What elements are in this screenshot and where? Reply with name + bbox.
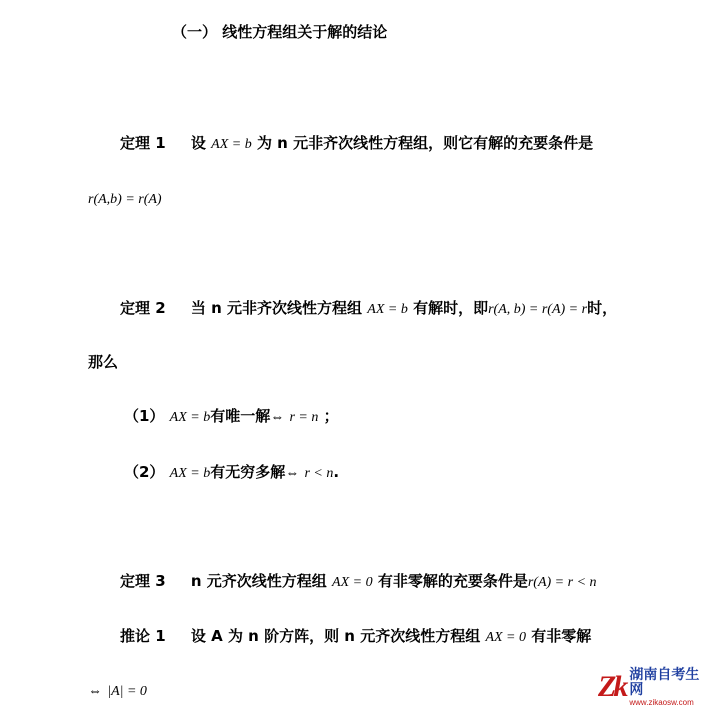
corollary-1-post: 有非零解 xyxy=(531,627,592,645)
theorem-1-post: 为 n 元非齐次线性方程组，则它有解的充要条件是 xyxy=(256,134,594,152)
theorem-2-condition: r(A, b) = r(A) = r xyxy=(488,302,588,317)
theorem-2-pre: 当 n 元非齐次线性方程组 xyxy=(190,299,363,317)
corollary-1-determinant: |A| = 0 xyxy=(107,684,147,699)
theorem-2-equation: AX = b xyxy=(367,302,408,317)
section-heading: （一） 线性方程组关于解的结论 xyxy=(172,23,388,41)
theorem-3-statement xyxy=(120,571,597,593)
theorem-2-then: 那么 xyxy=(88,353,119,371)
item-1-text: 有唯一解 xyxy=(210,407,271,425)
item-1-end: ； xyxy=(323,407,339,425)
corollary-1-equation: AX = 0 xyxy=(485,630,527,645)
item-2-end: . xyxy=(333,463,340,481)
item-1-number: （1） xyxy=(124,407,165,425)
theorem-3-pre: n 元齐次线性方程组 xyxy=(190,572,327,590)
theorem-2-item-1 xyxy=(124,406,339,428)
theorem-1-equation: AX = b xyxy=(211,137,252,152)
corollary-1-condition xyxy=(88,680,147,702)
item-2-equation: AX = b xyxy=(169,466,211,481)
theorem-1-condition xyxy=(88,188,162,210)
site-watermark xyxy=(598,666,713,707)
theorem-2-item-2 xyxy=(124,462,339,484)
theorem-2-label: 定理 2 xyxy=(120,299,166,317)
corollary-1-text: 设 A 为 n 阶方阵，则 n 元齐次线性方程组 xyxy=(190,627,481,645)
theorem-3-mid: 有非零解的充要条件是 xyxy=(377,572,528,590)
theorem-1-condition-math: r(A,b) = r(A) xyxy=(88,192,162,207)
corollary-1-arrow: ⇔ xyxy=(88,684,102,699)
item-2-text: 有无穷多解 xyxy=(210,463,286,481)
theorem-3-label: 定理 3 xyxy=(120,572,166,590)
item-2-condition: r < n xyxy=(304,466,334,481)
item-1-arrow: ⇔ xyxy=(270,410,285,425)
item-2-arrow: ⇔ xyxy=(285,466,300,481)
theorem-3-condition: r(A) = r < n xyxy=(527,575,597,590)
item-1-condition: r = n xyxy=(289,410,319,425)
theorem-2-mid: 有解时，即 xyxy=(413,299,489,317)
theorem-2-statement xyxy=(120,298,617,320)
item-2-number: （2） xyxy=(124,463,165,481)
watermark-site-name: 湖南自考生网 xyxy=(629,666,700,698)
watermark-domain: www.zikaosw.com xyxy=(629,697,694,707)
corollary-1-label: 推论 1 xyxy=(120,627,166,645)
theorem-3-equation: AX = 0 xyxy=(332,575,373,590)
theorem-2-post: 时， xyxy=(587,299,618,317)
theorem-1-label: 定理 1 xyxy=(120,134,166,152)
item-1-equation: AX = b xyxy=(169,410,211,425)
theorem-1-pre: 设 xyxy=(190,134,206,152)
corollary-1-statement xyxy=(120,626,591,648)
watermark-logo: Zk xyxy=(598,670,626,703)
theorem-1-statement xyxy=(120,133,593,155)
